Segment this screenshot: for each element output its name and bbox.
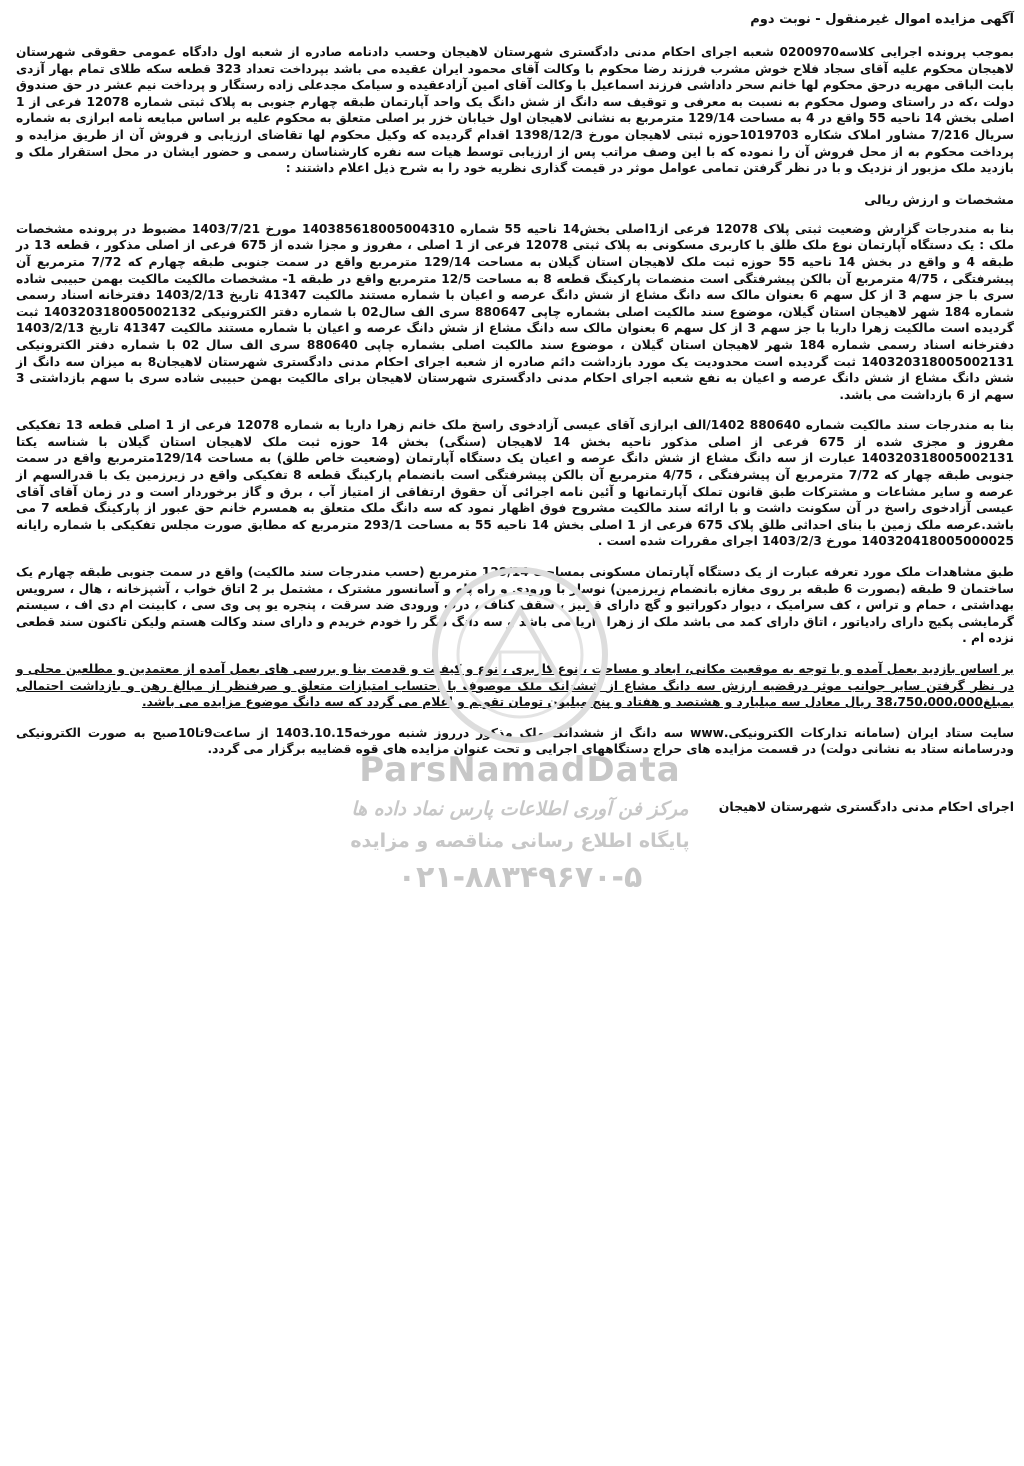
observations-paragraph: طبق مشاهدات ملک مورد تعرفه عبارت از یک دستگاه آپارتمان مسکونی بمساحت 129/14 مترمربع (حسب مندرجات سند مالکیت) واقع در سمت جنوبی طبقه چهارم یک ساختمان 9 طبقه (بصورت 6 طبقه بر روی مغازه بانضمام زیرزمین) نوساز با ورودی و راه پله و آسانسور مشترک ، مشتمل بر 2 اتاق خواب ، آشپزخانه ، هال ، سرویس بهداشتی ، حمام و تراس ، کف سرامیک ، دیوار دکوراتیو و گچ دارای قرنیز ، سقف کناف ، درب ورودی ضد سرقت ، پنجره یو پی وی سی ، کابینت ام دی اف ، سیستم گرمایشی پکیج دارای رادیاتور ، اتاق دارای کمد می باشد ملک از زهرا داریا می باشد و سه دانگ دیگر را خودم خریدم و دارای سند وکالت هستم ولیکن تاکنون سند قطعی نزده ام .: [16, 565, 1015, 646]
issuer-signature: اجرای احکام مدنی دادگستری شهرستان لاهیجان: [718, 798, 1014, 814]
watermark-line-2: پایگاه اطلاع رسانی مناقصه و مزایده: [350, 830, 690, 852]
notice-intro-paragraph: بموجب پرونده اجرایی کلاسه0200970 شعبه اجرای احکام مدنی دادگستری شهرستان لاهیجان وحسب دادنامه صادره از شعبه اول دادگاه عمومی حقوقی شهرستان لاهیجان محکوم علیه آقای سجاد فلاح خوش مشرب فرزند رضا محکوم با وکالت آقای محمود ایران عقیده می باشد بپرداخت تعداد 323 قطعه سکه طلای تمام بهار آزدی بابت الباقی مهریه درحق محکوم لها خانم سحر داداشی فرزند اسماعیل با وکالت آقای امین آزادعقیده و سیامک مجدعلی زاده رستگار و پرداخت نیم عشر در حق صندوق دولت ،که در راستای وصول محکوم به نسبت به معرفی و توقیف سه دانگ از شش دانگ یک واحد آپارتمان طبقه چهارم جنوبی به پلاک ثبتی شماره 12078 فرعی از 1 اصلی بخش 14 ناحیه 55 واقع در 4 به مساحت 129/14 مترمربع به نشانی لاهیجان اول خیابان خزر بر اصلی متعلق به محکوم علیه بر اساس مبایعه نامه ابرازی به شماره سریال 7/216 مشاور املاک شکاره 1019703حوزه ثبتی لاهیجان مورخ 1398/12/3 اقدام گردیده که وکیل محکوم لها تقاضای ارزیابی و فروش آن از طریق مزایده و پرداخت محکوم به از محل فروش آن را نموده که با این وصف مراتب پس از ارزیابی توسط هیات سه نفره کارشناسان رسمی و حضور ایشان در محل استقرار ملک و بازدید ملک مزبور از نزدیک و با در نظر گرفتن تمامی عوامل موثر در قیمت گذاری نظریه خود را به شرح ذیل اعلام داشتند :: [16, 45, 1015, 176]
auction-schedule-paragraph: سایت ستاد ایران (سامانه تدارکات الکترونیکی.www سه دانگ از ششدانگ ملک مذکور درروز شنبه مورخه1403.10.15 از ساعت9تا10صبح به صورت الکترونیکی ودرسامانه ستاد به نشانی دولت) در قسمت مزایده های حراج دستگاههای اجرایی و تحت عنوان مزایده های قوه قضاییه برگزار می گردد.: [16, 725, 1014, 757]
watermark-phone: ۰۲۱-۸۸۳۴۹۶۷۰-۵: [397, 860, 643, 895]
registration-status-paragraph: بنا به مندرجات گزارش وضعیت ثبتی پلاک 12078 فرعی از1اصلی بخش14 ناحیه 55 شماره 140385618005004310 مورخ 1403/7/21 مضبوط در پرونده مشخصات ملک : یک دستگاه آپارتمان نوع ملک طلق با کاربری مسکونی به پلاک ثبتی 12078 فرعی از 1 اصلی ، مفروز و مجزا شده از 675 فرعی از اصلی مذکور ، قطعه 13 در طبقه 4 و واقع در بخش 14 ناحیه 55 حوزه ثبت ملک لاهیجان استان گیلان به مساحت 129/14 مترمربع واقع در سمت جنوبی طبقه چهارم که 7/72 مترمربع آن پیشرفتگی ، 4/75 مترمربع آن بالکن پیشرفتگی است منضمات پارکینگ قطعه 8 به مساحت 12/5 مترمربع واقع در طبقه 1- مشخصات مالکیت مالکیت بهمن حبیبی شاده سری با جز سهم 3 از کل سهم 6 بعنوان مالک سه دانگ مشاع از شش دانگ عرصه و اعیان با شماره مستند مالکیت 41347 تاریخ 1403/2/13 دفترخانه اسناد رسمی شماره 184 شهر لاهیجان استان گیلان، موضوع سند مالکیت اصلی بشماره چاپی 880647 سری الف سال02 با شماره دفتر الکترونیکی 140320318005002132 ثبت گردیده است مالکیت زهرا داریا با جز سهم 3 از کل سهم 6 بعنوان مالک سه دانگ مشاع از شش دانگ عرصه و اعیان با شماره مستند مالکیت 41347 تاریخ 1403/2/13 دفترخانه اسناد رسمی شماره 184 شهر لاهیجان استان گیلان ، موضوع سند مالکیت اصلی بشماره چاپی 880640 سری الف سال 02 با شماره دفتر الکترونیکی 140320318005002131 ثبت گردیده است محدودیت یک مورد بازداشت دائم صادره از شعبه اجرای احکام مدنی دادگستری شهرستان لاهیجان8 به میزان سه دانگ از شش دانگ مشاع از شش دانگ عرصه و اعیان به نفع شعبه اجرای احکام مدنی دادگستری شهرستان لاهیجان برای مالکیت بهمن حبیبی شاده سری با سهم بازداشتی 3 سهم از 6 بازداشت می باشد.: [16, 221, 1015, 402]
auction-notice: [16, 10, 1014, 816]
ownership-document-paragraph: بنا به مندرجات سند مالکیت شماره 880640 1402/الف ابرازی آقای عیسی آزادخوی راسخ ملک خانم زهرا داریا به شماره 12078 فرعی از 1 اصلی قطعه 13 تفکیکی مفروز و مجزی شده از 675 فرعی از اصلی مذکور ناحیه بخش 14 لاهیجان (سنگی) بخش 14 حوزه ثبت ملک لاهیجان استان گیلان با شناسه یکتا 140320318005002131 عبارت از سه دانگ مشاع از شش دانگ عرصه و اعیان یک دستگاه آپارتمان (وضعیت خاص طلق) به مساحت 129/14مترمربع واقع در سمت جنوبی طبقه چهار که 7/72 مترمربع آن پیشرفتگی ، 4/75 مترمربع آن بالکن پیشرفتگی است بانضمام پارکینگ قطعه 8 تفکیکی واقع در زیرزمین یک با قدرالسهم از عرصه و سایر مشاعات و مشترکات طبق قانون تملک آپارتمانها و آئین نامه اجرائی آن حقوق ارتفاقی از امتیاز آب ، برق و گاز برخوردار است و در زمان آقای آقای عیسی آزادخوی راسخ در آن سکونت داشت و با ارائه سند مالکیت مشروح فوق اظهار نمود که سه دانگ ملک متعلق به همسرم خانم حق عبور از پارکینگ قطعه 7 می باشد.عرصه ملک زمین با بنای احداثی طلق پلاک 675 فرعی از 1 اصلی بخش 14 ناحیه 55 به مساحت 293/1 مترمربع که مطابق صورت مجلس تفکیکی با شماره رایانه 140320418005000025 مورخ 1403/2/3 اجرای مقررات شده است .: [16, 418, 1015, 549]
valuation-paragraph: بر اساس بازدید بعمل آمده و با توجه به موقعیت مکانی، ابعاد و مساحت ، نوع کاربری ، نوع و کیفیت و قدمت بنا و بررسی های بعمل آمده از معتمدین و مطلعین محلی و در نظر گرفتن سایر جوانب موثر درقضیه ارزش سه دانگ مشاع از ششدانگ ملک موصوف با احتساب امتیازات متعلق و صرفنظر از مبالغ رهن و بازداشت احتمالی بمبلغ38،750،000،000 ریال معادل سه میلیارد و هشتصد و هفتاد و پنج میلیون تومان تقویم و اعلام می گردد که سه دانگ موضوع مزایده می باشد.: [16, 662, 1014, 710]
watermark-line-1: مرکز فن آوری اطلاعات پارس نماد داده ها: [351, 798, 689, 820]
watermark-brand: ParsNamadData: [359, 750, 681, 790]
section-heading: مشخصات و ارزش ریالی: [864, 191, 1014, 207]
notice-title: آگهی مزایده اموال غیرمنقول - نوبت دوم: [750, 12, 1014, 27]
